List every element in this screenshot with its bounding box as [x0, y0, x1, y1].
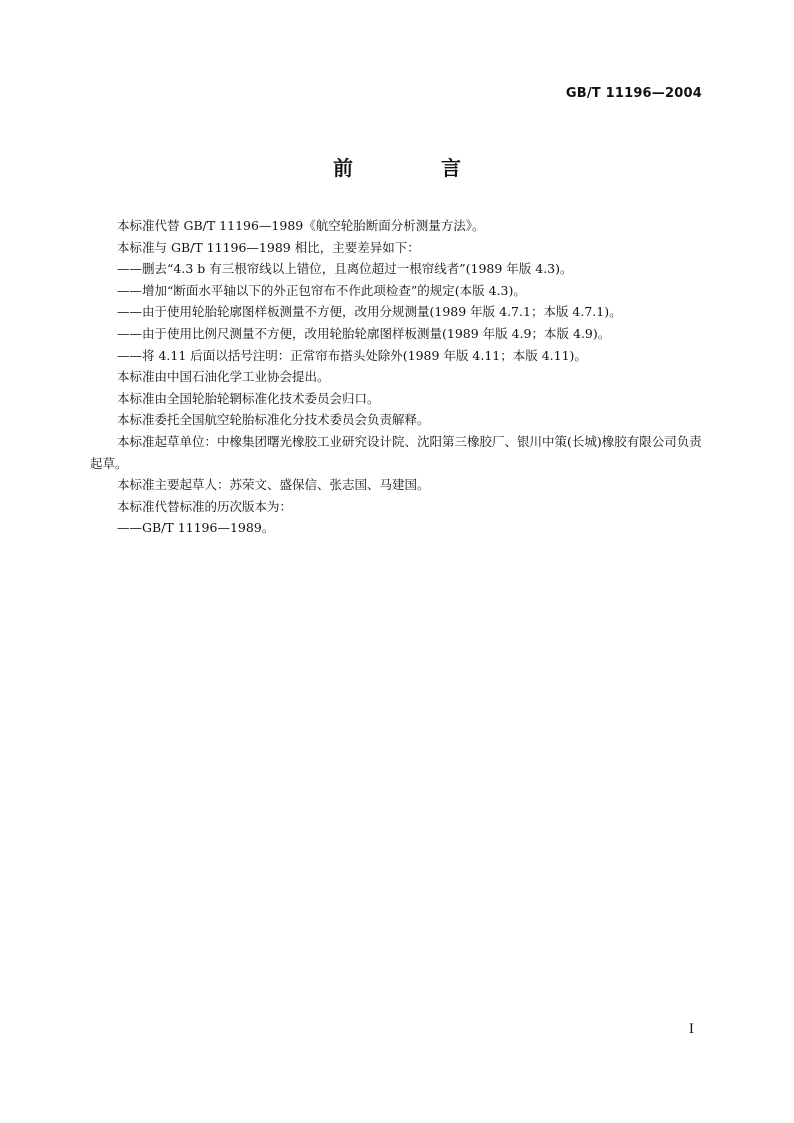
page-title: 前 言 [333, 156, 495, 180]
paragraph-change-3: ——由于使用轮胎轮廓图样板测量不方便，改用分规测量(1989 年版 4.7.1；本版 4.7.1)。 [117, 304, 622, 320]
paragraph-proposed-by: 本标准由中国石油化学工业协会提出。 [117, 369, 330, 385]
paragraph-drafters: 本标准主要起草人：苏荣文、盛保信、张志国、马建国。 [117, 477, 430, 493]
page-number: I [688, 1022, 694, 1037]
standard-code: GB/T 11196—2004 [565, 86, 702, 101]
paragraph-change-1: ——删去“4.3 b 有三根帘线以上错位，且离位超过一根帘线者”(1989 年版 4.3)。 [117, 261, 573, 277]
paragraph-drafting-units: 本标准起草单位：中橡集团曙光橡胶工业研究设计院、沈阳第三橡胶厂、银川中策(长城)橡胶有限公司负责起草。 [90, 433, 702, 471]
paragraph-change-5: ——将 4.11 后面以括号注明：正常帘布搭头处除外(1989 年版 4.11；本版 4.11)。 [117, 347, 587, 363]
paragraph-differences-intro: 本标准与 GB/T 11196—1989 相比，主要差异如下： [117, 239, 420, 255]
paragraph-replaces: 本标准代替 GB/T 11196—1989《航空轮胎断面分析测量方法》。 [117, 218, 485, 233]
paragraph-centralized-by: 本标准由全国轮胎轮辋标准化技术委员会归口。 [117, 390, 380, 406]
foreword-body [90, 215, 704, 539]
paragraph-previous-edition-1: ——GB/T 11196—1989。 [117, 520, 275, 536]
paragraph-interpretation: 本标准委托全国航空轮胎标准化分技术委员会负责解释。 [117, 412, 430, 428]
paragraph-previous-editions-intro: 本标准代替标准的历次版本为： [117, 498, 293, 514]
paragraph-change-2: ——增加“断面水平轴以下的外正包帘布不作此项检查”的规定(本版 4.3)。 [117, 282, 526, 298]
paragraph-change-4: ——由于使用比例尺测量不方便，改用轮胎轮廓图样板测量(1989 年版 4.9；本版 4.9)。 [117, 325, 611, 341]
